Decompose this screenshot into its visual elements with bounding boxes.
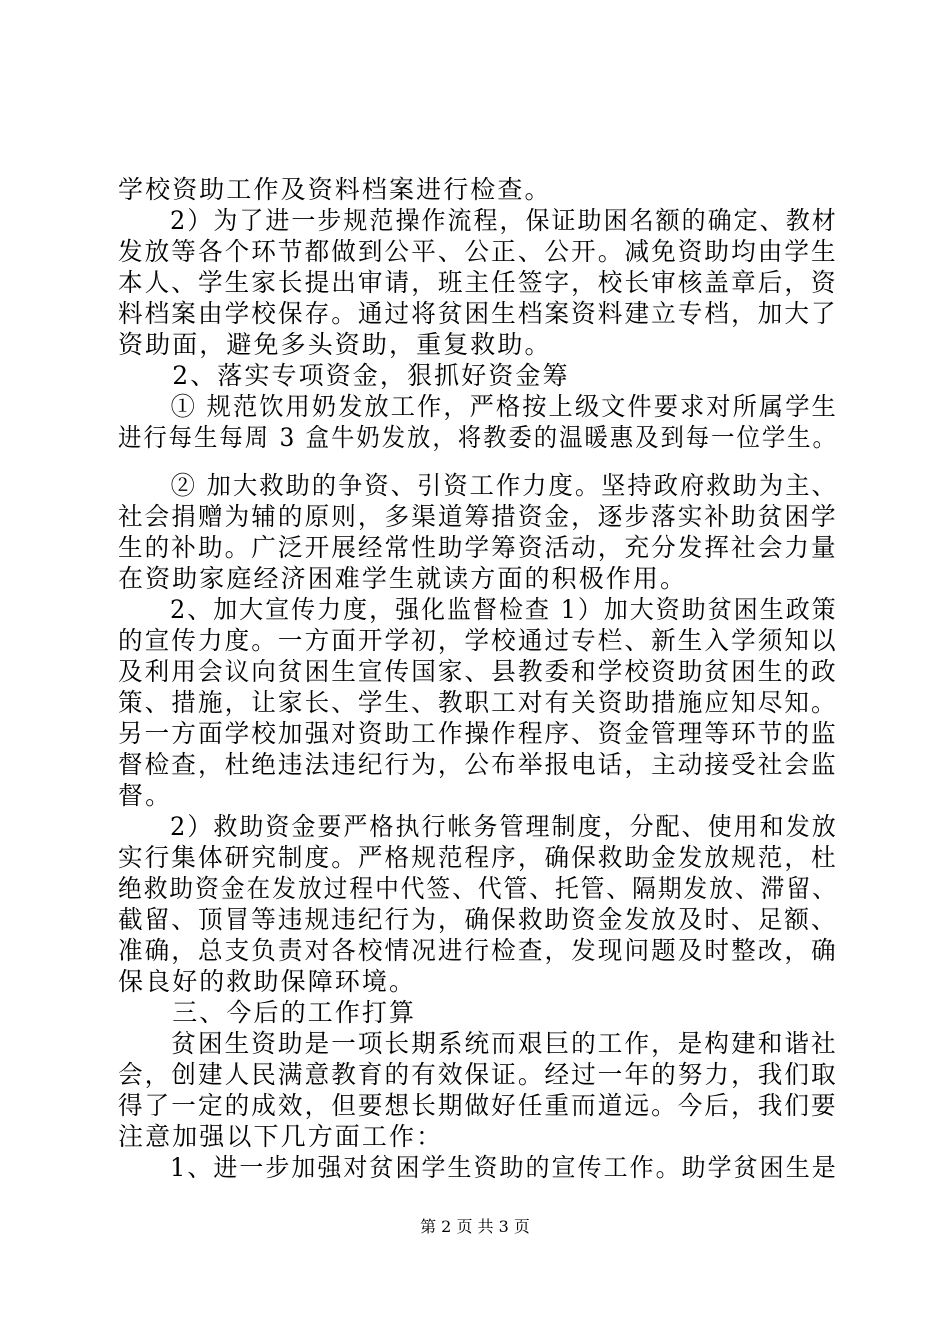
text-line: 1、进一步加强对贫困学生资助的宣传工作。助学贫困生是 <box>118 1153 838 1182</box>
text-line: 保良好的救助保障环境。 <box>118 967 417 996</box>
text-line: 准确，总支负责对各校情况进行检查，发现问题及时整改，确 <box>118 936 838 965</box>
section-heading: 三、今后的工作打算 <box>118 998 417 1027</box>
text-line: 截留、顶冒等违规违纪行为，确保救助资金发放及时、足额、 <box>118 905 838 934</box>
text-line: ② 加大救助的争资、引资工作力度。坚持政府救助为主、 <box>118 471 838 500</box>
text-line: 2）救助资金要严格执行帐务管理制度，分配、使用和发放 <box>118 812 838 841</box>
page-footer: 第 2 页 共 3 页 <box>420 1217 530 1236</box>
text-line: 2）为了进一步规范操作流程，保证助困名额的确定、教材 <box>118 206 838 235</box>
text-line: 得了一定的成效，但要想长期做好任重而道远。今后，我们要 <box>118 1091 838 1120</box>
text-line: 在资助家庭经济困难学生就读方面的积极作用。 <box>118 564 688 593</box>
text-line: 本人、学生家长提出审请，班主任签字，校长审核盖章后，资 <box>118 268 838 297</box>
text-line: 发放等各个环节都做到公平、公正、公开。减免资助均由学生 <box>118 237 838 266</box>
text-line: 绝救助资金在发放过程中代签、代管、托管、隔期发放、滞留、 <box>118 874 838 903</box>
text-line: 及利用会议向贫困生宣传国家、县教委和学校资助贫困生的政 <box>118 657 838 686</box>
text-line: 料档案由学校保存。通过将贫困生档案资料建立专档，加大了 <box>118 299 838 328</box>
text-line: 会，创建人民满意教育的有效保证。经过一年的努力，我们取 <box>118 1060 838 1089</box>
text-line: 另一方面学校加强对资助工作操作程序、资金管理等环节的监 <box>118 719 838 748</box>
text-line: 学校资助工作及资料档案进行检查。 <box>118 175 552 204</box>
text-line: 社会捐赠为辅的原则，多渠道筹措资金，逐步落实补助贫困学 <box>118 502 838 531</box>
text-line: 策、措施，让家长、学生、教职工对有关资助措施应知尽知。 <box>118 688 838 717</box>
text-line: 实行集体研究制度。严格规范程序，确保救助金发放规范，杜 <box>118 843 838 872</box>
text-line: ① 规范饮用奶发放工作，严格按上级文件要求对所属学生 <box>118 392 838 421</box>
text-line: 生的补助。广泛开展经常性助学筹资活动，充分发挥社会力量 <box>118 533 838 562</box>
text-line: 督。 <box>118 781 173 810</box>
text-line: 资助面，避免多头资助，重复救助。 <box>118 330 552 359</box>
text-line: 注意加强以下几方面工作： <box>118 1122 444 1151</box>
text-line: 贫困生资助是一项长期系统而艰巨的工作，是构建和谐社 <box>118 1029 838 1058</box>
text-line: 进行每生每周 3 盒牛奶发放，将教委的温暖惠及到每一位学生。 <box>118 423 838 452</box>
text-line: 督检查，杜绝违法违纪行为，公布举报电话，主动接受社会监 <box>118 750 838 779</box>
section-heading: 2、落实专项资金，狠抓好资金筹 <box>118 361 570 390</box>
section-heading: 2、加大宣传力度，强化监督检查 1）加大资助贫困生政策 <box>118 595 838 624</box>
text-line: 的宣传力度。一方面开学初，学校通过专栏、新生入学须知以 <box>118 626 838 655</box>
